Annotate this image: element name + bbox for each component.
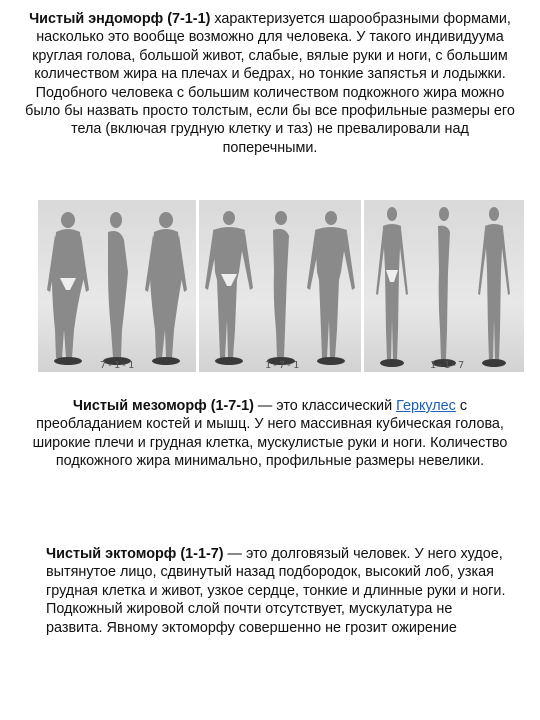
ectomorph-text: — это долговязый человек. У него худое, вытянутое лицо, сдвинутый назад подбородок, высокий лоб, узкая грудная клетка и живот, узкое сердце, тонкие и длинные руки и ноги. Подкожный жировой слой почти отсутствует, мускулатура не развита. Явному эктоморфу совершенно не грозит ожирение — [46, 546, 506, 636]
mesomorph-paragraph — [24, 397, 516, 471]
endomorph-text: характеризуется шарообразными формами, насколько это вообще возможно для человека. У такого индивидуума круглая голова, большой живот, слабые, вялые руки и ноги, с большим количеством жира на плечах и бедрах, но тонкие запястья и лодыжки. Подобного человека с большим количеством подкожного жира можно было бы назвать просто толстым, если бы все профильные размеры его тела (включая грудную клетку и таз) не превалировали над поперечными. — [25, 11, 515, 156]
endomorph-title: Чистый эндоморф (7-1-1) — [29, 11, 211, 27]
mesomorph-title: Чистый мезоморф (1-7-1) — [72, 398, 254, 414]
endomorph-paragraph — [24, 10, 516, 157]
photo-mesomorph — [199, 200, 361, 372]
mesomorph-text-after: с преобладанием костей и мышц. У него массивная кубическая голова, широкие плечи и грудная клетка, мускулистые руки и ноги. Количество подкожного жира минимально, профильные размеры невелики. — [32, 398, 508, 470]
label-endomorph: 7-1-1 — [100, 360, 136, 371]
photo-ectomorph — [364, 200, 524, 372]
hercules-link[interactable]: Геркулес — [396, 398, 456, 414]
mesomorph-text-before: — это классический — [253, 398, 397, 414]
label-ectomorph: 1-1-7 — [430, 360, 466, 371]
photo-endomorph — [38, 200, 196, 372]
ectomorph-paragraph — [46, 545, 506, 637]
ectomorph-title: Чистый эктоморф (1-1-7) — [46, 546, 224, 562]
somatotype-photos — [38, 200, 524, 372]
label-mesomorph: 1-7-1 — [265, 360, 301, 371]
